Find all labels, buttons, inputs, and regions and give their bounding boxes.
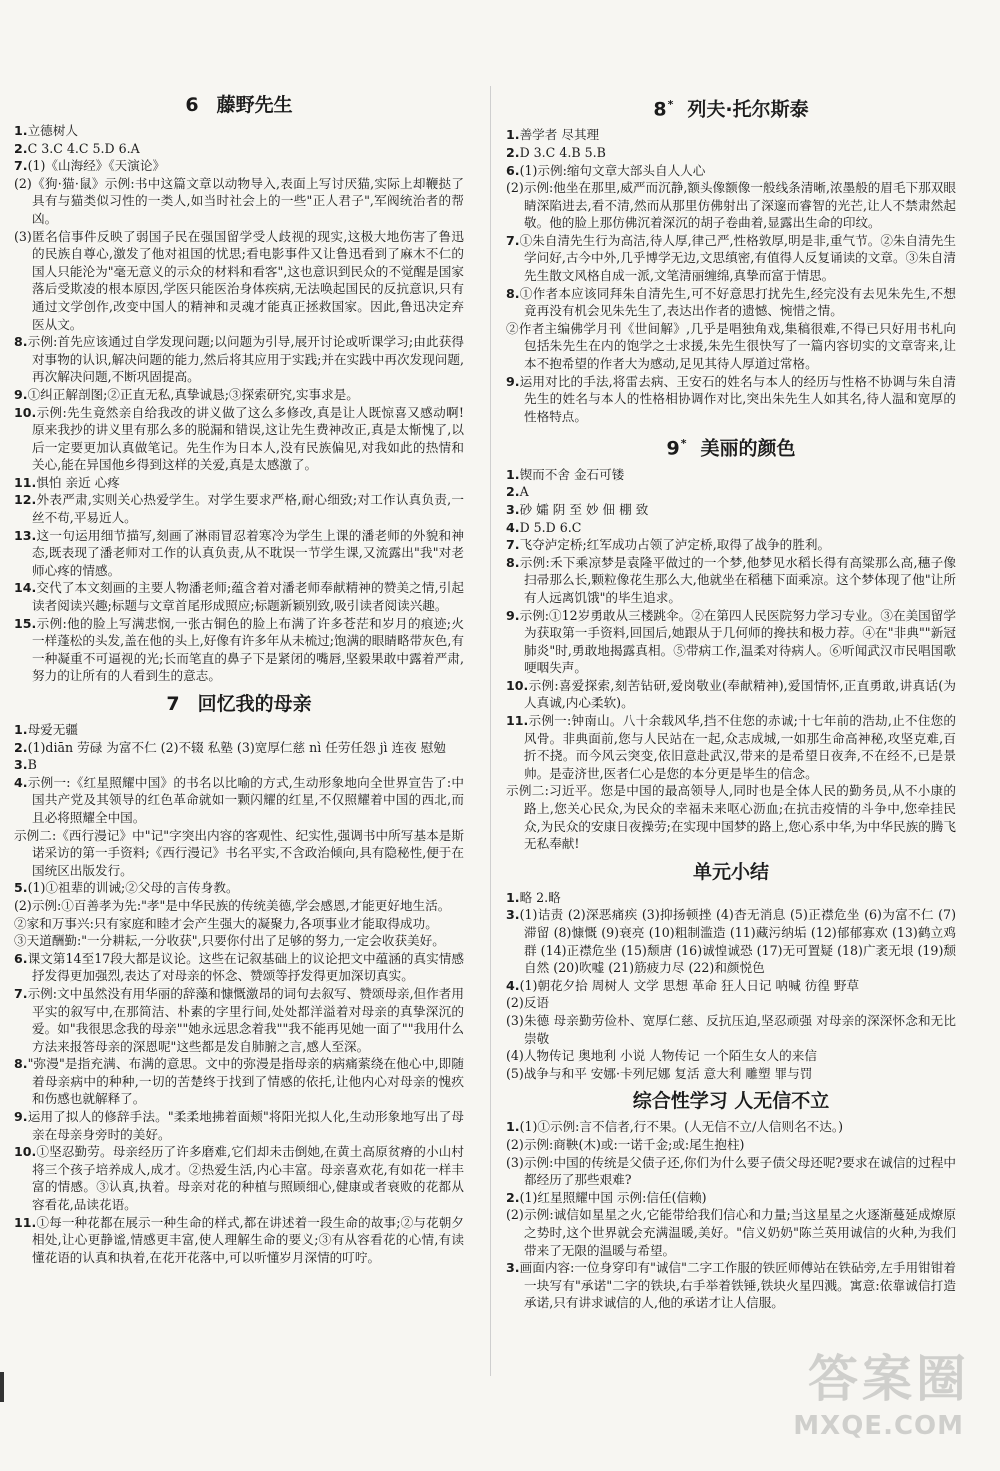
answer-text: (2)示例:①百善孝为先:"孝"是中华民族的传统美德,学会感恩,才能更好地生活。 xyxy=(14,897,451,913)
left-column xyxy=(14,86,464,1266)
answer-item xyxy=(14,739,464,757)
question-number: 2. xyxy=(506,484,520,500)
section-title-text: 美丽的颜色 xyxy=(700,437,796,460)
question-number: 3. xyxy=(14,757,28,773)
question-number: 6. xyxy=(14,950,28,966)
answer-item xyxy=(14,1108,464,1143)
answer-text: 示例:首先应该通过自学发现问题;以问题为引导,展开讨论或听课学习;由此获得对事物的认识,解决问题的能力,然后将其应用于实践;并在实践中再次发现问题,再次解决问题,不断巩固提高。 xyxy=(27,334,464,385)
answer-text: 立德树人 xyxy=(27,123,78,138)
answer-item xyxy=(506,1065,956,1083)
section-title-text: 藤野先生 xyxy=(216,94,293,116)
question-number: 7. xyxy=(506,232,520,248)
answer-text: (1)朝花夕拾 周树人 文学 思想 革命 狂人日记 呐喊 彷徨 野草 xyxy=(519,977,860,993)
answer-text: 示例:他的脸上写满悲悯,一张古铜色的脸上布满了许多苍茫和岁月的痕迹;火一样蓬松的头发,盖在他的头上,好像有许多年从未梳过;饱满的眼睛略带灰色,有一种凝重不可逼视的光;长而笔直的鼻子下是紧闭的嘴唇,坚毅果敢中露着严肃,努力的让所有的人看到生的意志。 xyxy=(32,615,464,684)
question-number: 9. xyxy=(506,607,520,623)
question-number: 2. xyxy=(506,1189,520,1205)
question-number: 11. xyxy=(506,713,529,729)
answer-text: 母爱无疆 xyxy=(27,722,78,737)
answer-item xyxy=(506,285,956,320)
answer-item xyxy=(14,950,464,985)
answer-text: (3)匿名信事件反映了弱国子民在强国留学受人歧视的现实,这极大地伤害了鲁迅的民族自尊心,激发了他对祖国的忧思;看电影事件又让鲁迅看到了麻木不仁的国人只能沦为"毫无意义的示众的材料和看客",这也意识到民众的不觉醒是国家落后受欺凌的根本原因,学医只能医治身体疾病,无法唤起国民的反抗意识,只有通过文学创作,改变中国人的精神和灵魂才能真正拯救国家。因此,鲁迅决定弃医从文。 xyxy=(14,228,464,332)
answer-text: D 3.C 4.B 5.B xyxy=(519,144,606,160)
answer-item xyxy=(14,404,464,474)
answer-text: 外表严肃,实则关心热爱学生。对学生要求严格,耐心细致;对工作认真负责,一丝不苟,平易近人。 xyxy=(32,492,464,526)
answer-item xyxy=(14,140,464,158)
answer-text: ①纠正解剖图;②正直无私,真挚诚恳;③探索研究,实事求是。 xyxy=(27,386,359,402)
answer-item xyxy=(14,1143,464,1213)
question-number: 10. xyxy=(14,404,37,420)
question-number: 9. xyxy=(506,373,520,389)
answer-item xyxy=(506,126,956,144)
answer-text: 这一句运用细节描写,刻画了淋雨冒忍着寒冷为学生上课的潘老师的外貌和神态,既表现了潘老师对工作的认真负责,从不耽误一节学生课,又流露出"我"对老师心疼的情感。 xyxy=(32,527,464,578)
section-star-mark: * xyxy=(680,437,687,451)
answer-item xyxy=(506,373,956,426)
answer-item xyxy=(506,977,956,995)
answer-text: ①坚忍勤劳。母亲经历了许多磨难,它们却未击倒她,在黄土高原贫瘠的小山村将三个孩子培养成人,成才。②热爱生活,内心丰富。母亲喜欢花,有如花一样丰富的情感。③认真,执着。母亲对花的种植与照顾细心,健康或者衰败的花都从容看花,品读花语。 xyxy=(32,1144,464,1213)
answer-item xyxy=(14,386,464,404)
watermark-logo xyxy=(750,1339,970,1449)
answer-text: (1)①祖辈的训诫;②父母的言传身教。 xyxy=(27,880,239,896)
answer-text: 略 2.略 xyxy=(519,889,561,905)
section-number: 7 xyxy=(166,693,180,715)
answer-text: ②家和万事兴:只有家庭和睦才会产生强大的凝聚力,各项事业才能取得成功。 xyxy=(14,915,438,931)
question-number: 13. xyxy=(14,527,37,543)
question-number: 3. xyxy=(506,907,520,923)
section-title-text: 单元小结 xyxy=(692,860,769,883)
answer-item xyxy=(506,889,956,907)
answer-item xyxy=(506,320,956,373)
question-number: 2. xyxy=(14,140,28,156)
question-number: 11. xyxy=(14,474,37,490)
answer-item xyxy=(506,782,956,852)
answer-text: (3)朱德 母亲勤劳俭朴、宽厚仁慈、反抗压迫,坚忍顽强 对母亲的深深怀念和无比崇敬 xyxy=(506,1012,956,1046)
answer-item xyxy=(14,827,464,880)
question-number: 4. xyxy=(14,774,28,790)
answer-text: 课文第14至17段大都是议论。这些在记叙基础上的议论把文中蕴涵的真实情感抒发得更加强烈,表达了对母亲的怀念、赞颂等抒发得更加深切真实。 xyxy=(27,950,464,984)
answer-item xyxy=(14,915,464,933)
question-number: 15. xyxy=(14,615,37,631)
answer-text: 锲而不舍 金石可镂 xyxy=(519,466,625,482)
answer-item xyxy=(506,536,956,554)
answer-item xyxy=(14,879,464,897)
question-number: 8. xyxy=(506,554,520,570)
question-number: 1. xyxy=(506,889,520,905)
answer-text: 示例:喜爱探索,刻苦钻研,爱岗敬业(奉献精神),爱国情怀,正直勇敢,讲真话(为人真诚,内心柔软)。 xyxy=(524,677,956,711)
answer-item xyxy=(506,144,956,162)
answer-item xyxy=(506,466,956,484)
answer-item xyxy=(506,501,956,519)
answer-text: (1)①示例:言不信者,行不果。(人无信不立/人信则名不达。) xyxy=(519,1119,844,1135)
answer-item xyxy=(14,932,464,950)
question-number: 1. xyxy=(506,127,520,143)
answer-item xyxy=(506,519,956,537)
answer-text: (1)示例:缩句文章大部头自人人心 xyxy=(519,162,706,178)
answer-item xyxy=(14,897,464,915)
question-number: 14. xyxy=(14,580,37,596)
question-number: 11. xyxy=(14,1214,37,1230)
question-number: 2. xyxy=(506,144,520,160)
answer-item xyxy=(14,1055,464,1108)
answer-text: ③天道酬勤:"一分耕耘,一分收获",只要你付出了足够的努力,一定会收获美好。 xyxy=(14,933,445,949)
answer-item xyxy=(506,1206,956,1259)
answer-text: 交代了本文刻画的主要人物潘老师;蕴含着对潘老师奉献精神的赞美之情,引起读者阅读兴趣;标题与文章首尾形成照应;标题新颖别致,吸引读者阅读兴趣。 xyxy=(32,580,464,614)
section-title xyxy=(506,431,956,461)
section-title xyxy=(506,1088,956,1114)
answer-text: ①每一种花都在展示一种生命的样式,都在讲述着一段生命的故事;②与花朝夕相处,让心更静谧,情感更丰富,使人理解生命的要义;③有从容看花的心情,有读懂花语的认真和执着,在花开花落中,可以听懂岁月深情的叮咛。 xyxy=(32,1214,464,1265)
answer-text: 示例:先生竟然亲自给我改的讲义做了这么多修改,真是让人既惊喜又感动啊!原来我抄的讲义里有那么多的脱漏和错误,这让先生费神改正,真是太惭愧了,以后一定要更加认真做笔记。先生作为日本人,没有民族偏见,对我如此的热情和关心,能在异国他乡得到这样的关爱,真是太感激了。 xyxy=(32,404,464,473)
answer-text: (3)示例:中国的传统是父债子还,你们为什么要子债父母还呢?要求在诚信的过程中都经历了那些艰难? xyxy=(506,1154,956,1188)
question-number: 6. xyxy=(506,162,520,178)
answer-item xyxy=(506,1136,956,1154)
answer-text: D 5.D 6.C xyxy=(519,519,582,535)
answer-text: 善学者 尽其理 xyxy=(519,127,600,143)
question-number: 7. xyxy=(14,985,28,1001)
section-title xyxy=(14,691,464,717)
question-number: 1. xyxy=(14,722,28,737)
answer-item xyxy=(506,712,956,782)
answer-text: (4)人物传记 奥地利 小说 人物传记 一个陌生女人的来信 xyxy=(506,1048,817,1064)
answer-text: 示例:禾下乘凉梦是袁隆平做过的一个梦,他梦见水稻长得有高粱那么高,穗子像扫帚那么长,颗粒像花生那么大,他就坐在稻穗下面乘凉。这个梦体现了他"让所有人远离饥饿"的毕生追求。 xyxy=(519,554,956,605)
answer-text: ①朱自清先生行为高洁,待人厚,律己严,性格敦厚,明是非,重气节。②朱自清先生学问好,古今中外,几乎博学无边,文思缜密,有值得人反复诵读的文章。③朱自清先生散文风格自成一派,文笔清丽缠绵,真挚而富于情思。 xyxy=(519,232,956,284)
answer-item xyxy=(506,179,956,232)
answer-text: (1)红星照耀中国 示例:信任(信赖) xyxy=(519,1189,707,1205)
section-star-mark: * xyxy=(667,98,674,111)
answer-text: C 3.C 4.C 5.D 6.A xyxy=(27,140,140,156)
answer-text: 示例二:习近平。您是中国的最高领导人,同时也是全体人民的勤务员,从不小康的路上,您关心民众,为民众的幸福未来呕心沥血;在抗击疫情的斗争中,您牵挂民众,为民众的安康日夜操劳;在实现中国梦的路上,您心系中华,为中华民族的腾飞无私奉献! xyxy=(506,783,956,852)
answer-text: 画面内容:一位身穿印有"诚信"二字工作服的铁匠师傅站在铁砧旁,左手用钳钳着一块写有"承诺"二字的铁块,右手举着铁锤,铁块火星四溅。寓意:依靠诚信打造承诺,只有讲求诚信的人,他的承诺才让人信服。 xyxy=(519,1260,956,1311)
question-number: 5. xyxy=(14,880,28,896)
answer-item xyxy=(14,122,464,140)
answer-item xyxy=(14,615,464,685)
question-number: 1. xyxy=(14,123,28,138)
answer-item xyxy=(506,1047,956,1065)
watermark-main-text: 答案圈 xyxy=(808,1350,970,1408)
answer-item xyxy=(14,157,464,175)
answer-text: 运用了拟人的修辞手法。"柔柔地拂着面颊"将阳光拟人化,生动形象地写出了母亲在母亲身旁时的美好。 xyxy=(27,1109,464,1142)
answer-item xyxy=(506,607,956,677)
answer-text: 示例一:《红星照耀中国》的书名以比喻的方式,生动形象地向全世界宣告了:中国共产党及其领导的红色革命就如一颗闪耀的红星,不仅照耀着中国的西北,而且必将照耀全中国。 xyxy=(27,774,464,825)
column-divider xyxy=(490,86,491,1376)
question-number: 4. xyxy=(506,519,520,535)
answer-item xyxy=(14,491,464,526)
watermark-url: MXQE.COM xyxy=(793,1411,964,1441)
section-title xyxy=(506,859,956,885)
right-column xyxy=(506,86,956,1312)
answer-text: 示例:①12岁勇敢从三楼跳伞。②在第四人民医院努力学习专业。③在美国留学为获取第一手资料,回国后,她跟从于几何师的搀扶和极力荐。④在"非典""新冠肺炎"时,勇敢地揭露真相。⑤带病工作,温柔对待病人。⑥听闻武汉市民唱国歌哽咽失声。 xyxy=(519,607,956,676)
question-number: 3. xyxy=(506,501,520,517)
answer-item xyxy=(506,906,956,976)
answer-item xyxy=(506,1259,956,1312)
answer-item xyxy=(14,985,464,1055)
section-number: 8 xyxy=(653,98,667,121)
answer-text: (2)示例:他坐在那里,威严而沉静,额头像额像一般线条清晰,浓墨般的眉毛下那双眼睛深陷进去,看不清,然而从那里仿佛射出了深邃而睿智的光芒,让人不禁肃然起敬。他的脸上那仿佛沉着深沉的胡子卷曲着,显露出生命的印纹。 xyxy=(506,180,956,231)
answer-text: "弥漫"是指充满、布满的意思。文中的弥漫是指母亲的病痛萦绕在他心中,即随着母亲病中的种种,一切的苦楚终于找到了情感的依托,让他内心对母亲的愧疚和伤感也就解释了。 xyxy=(27,1056,464,1107)
answer-item xyxy=(506,483,956,501)
answer-text: (2)反语 xyxy=(506,995,550,1011)
answer-text: (1)diān 劳碌 为富不仁 (2)不辍 私塾 (3)宽厚仁慈 nì 任劳任怨 jì 连夜 慰勉 xyxy=(27,739,446,755)
answer-item xyxy=(506,1189,956,1207)
answer-text: (1)《山海经》《天演论》 xyxy=(27,158,166,174)
section-number: 9 xyxy=(666,437,680,460)
answer-text: (5)战争与和平 安娜·卡列尼娜 复活 意大利 雕塑 罪与罚 xyxy=(506,1065,813,1081)
answer-text: (2)《狗·猫·鼠》示例:书中这篇文章以动物导入,表面上写讨厌猫,实际上却鞭挞了具有与猫类似习性的一类人,如当时社会上的一些"正人君子",军阀统治者的帮凶。 xyxy=(14,175,464,226)
answer-text: (2)示例:诚信如星星之火,它能带给我们信心和力量;当这星星之火逐渐蔓延成燎原之势时,这个世界就会充满温暖,美好。"信义奶奶"陈兰英用诚信的火种,为我们带来了无限的温暖与希望。 xyxy=(506,1207,956,1258)
answer-text: 示例一:钟南山。八十余载风华,挡不住您的赤诚;十七年前的浩劫,止不住您的风骨。非典面前,您与人民站在一起,众志成城,一如那生命高神秘,攻坚克难,百折不挠。而今风云突变,依旧意赴武汉,带来的是希望日夜奔,不在经不,已是景帅。是壶济世,医者仁心是您的本分更是毕生的信念。 xyxy=(524,713,956,781)
question-number: 8. xyxy=(506,285,520,301)
answer-item xyxy=(506,232,956,285)
answer-text: ①作者本应该同拜朱自清先生,可不好意思打扰先生,经完没有去见朱先生,不想竟再没有机会见朱先生了,表达出作者的遗憾、惋惜之情。 xyxy=(519,285,956,319)
question-number: 8. xyxy=(14,1056,28,1072)
answer-text: ②作者主编佛学月刊《世间解》,几乎是唱独角戏,集稿很难,不得已只好用书札向包括朱先生在内的饱学之士求援,朱先生很快写了一篇内容切实的文章寄来,让本不抱希望的作者大为感动,足见其待人厚道过常格。 xyxy=(506,320,956,372)
question-number: 3. xyxy=(506,1260,520,1276)
answer-text: A xyxy=(519,484,529,500)
answer-text: B xyxy=(27,757,37,773)
question-number: 1. xyxy=(506,466,520,482)
answer-item xyxy=(506,994,956,1012)
answer-item xyxy=(14,721,464,739)
answer-item xyxy=(14,228,464,334)
question-number: 9. xyxy=(14,386,28,402)
question-number: 10. xyxy=(506,677,529,693)
section-title-text: 回忆我的母亲 xyxy=(197,693,312,715)
answer-item xyxy=(506,162,956,180)
question-number: 7. xyxy=(506,537,520,553)
answer-text: 砂 孀 阴 至 妙 佃 棚 致 xyxy=(519,501,649,517)
question-number: 10. xyxy=(14,1144,37,1160)
answer-item xyxy=(506,1118,956,1136)
answer-item xyxy=(14,774,464,827)
answer-text: 惧怕 亲近 心疼 xyxy=(36,474,120,490)
answer-item xyxy=(14,333,464,386)
question-number: 12. xyxy=(14,492,37,508)
question-number: 1. xyxy=(506,1119,520,1135)
answer-item xyxy=(14,527,464,580)
question-number: 8. xyxy=(14,334,28,350)
answer-item xyxy=(506,677,956,712)
section-title-text: 列夫·托尔斯泰 xyxy=(687,98,809,121)
section-title xyxy=(14,92,464,118)
answer-item xyxy=(14,756,464,774)
answer-item xyxy=(506,1154,956,1189)
section-number: 6 xyxy=(185,94,199,116)
question-number: 9. xyxy=(14,1109,28,1125)
answer-item xyxy=(14,175,464,228)
answer-item xyxy=(14,474,464,492)
question-number: 4. xyxy=(506,977,520,993)
question-number: 7. xyxy=(14,158,28,174)
section-title xyxy=(506,92,956,122)
question-number: 2. xyxy=(14,739,28,755)
answer-item xyxy=(506,554,956,607)
page-edge-mark xyxy=(0,1372,4,1402)
answer-text: 示例二:《西行漫记》中"记"字突出内容的客观性、纪实性,强调书中所写基本是斯诺采访的第一手资料;《西行漫记》书名平实,不含政治倾向,具有隐秘性,便于在国统区出版发行。 xyxy=(14,827,464,878)
answer-text: 运用对比的手法,将雷去病、王安石的姓名与本人的经历与性格不协调与朱自清先生的姓名与本人的性格相协调作对比,突出朱先生人如其名,待人温和宽厚的性格特点。 xyxy=(519,373,956,424)
answer-text: 飞夺泸定桥;红军成功占领了泸定桥,取得了战争的胜利。 xyxy=(519,537,831,553)
answer-item xyxy=(14,1214,464,1267)
answer-text: (1)诘责 (2)深恶痛疾 (3)抑扬顿挫 (4)杳无消息 (5)正襟危坐 (6)为富不仁 (7)滞留 (8)慷慨 (9)衰亮 (10)粗制滥造 (11)藏污纳垢 (12)郁郁寡欢 (13)鹤立鸡群 (14)正襟危坐 (15)颓唐 (16)诚惶诚恐 (17)无可置疑 (18)广袤无垠 (19)颓自然 (20)吹嘘 (21)筋疲力尽 (22)和颜悦色 xyxy=(519,907,956,976)
answer-item xyxy=(506,1012,956,1047)
section-title-text: 综合性学习 人无信不立 xyxy=(632,1090,830,1113)
answer-text: (2)示例:商鞅(木)或:一诺千金;或:尾生抱柱) xyxy=(506,1136,745,1152)
answer-item xyxy=(14,579,464,614)
answer-text: 示例:文中虽然没有用华丽的辞藻和慷慨激昂的词句去叙写、赞颂母亲,但作者用平实的叙写中,在那简洁、朴素的字里行间,处处都洋溢着对母亲的真挚深沉的爱。如"我很思念我的母亲""她永远思念着我""我不能再见她一面了""我用什么方法来报答母亲的深恩呢"这些都是发自肺腑之言,感人至深。 xyxy=(27,985,464,1054)
